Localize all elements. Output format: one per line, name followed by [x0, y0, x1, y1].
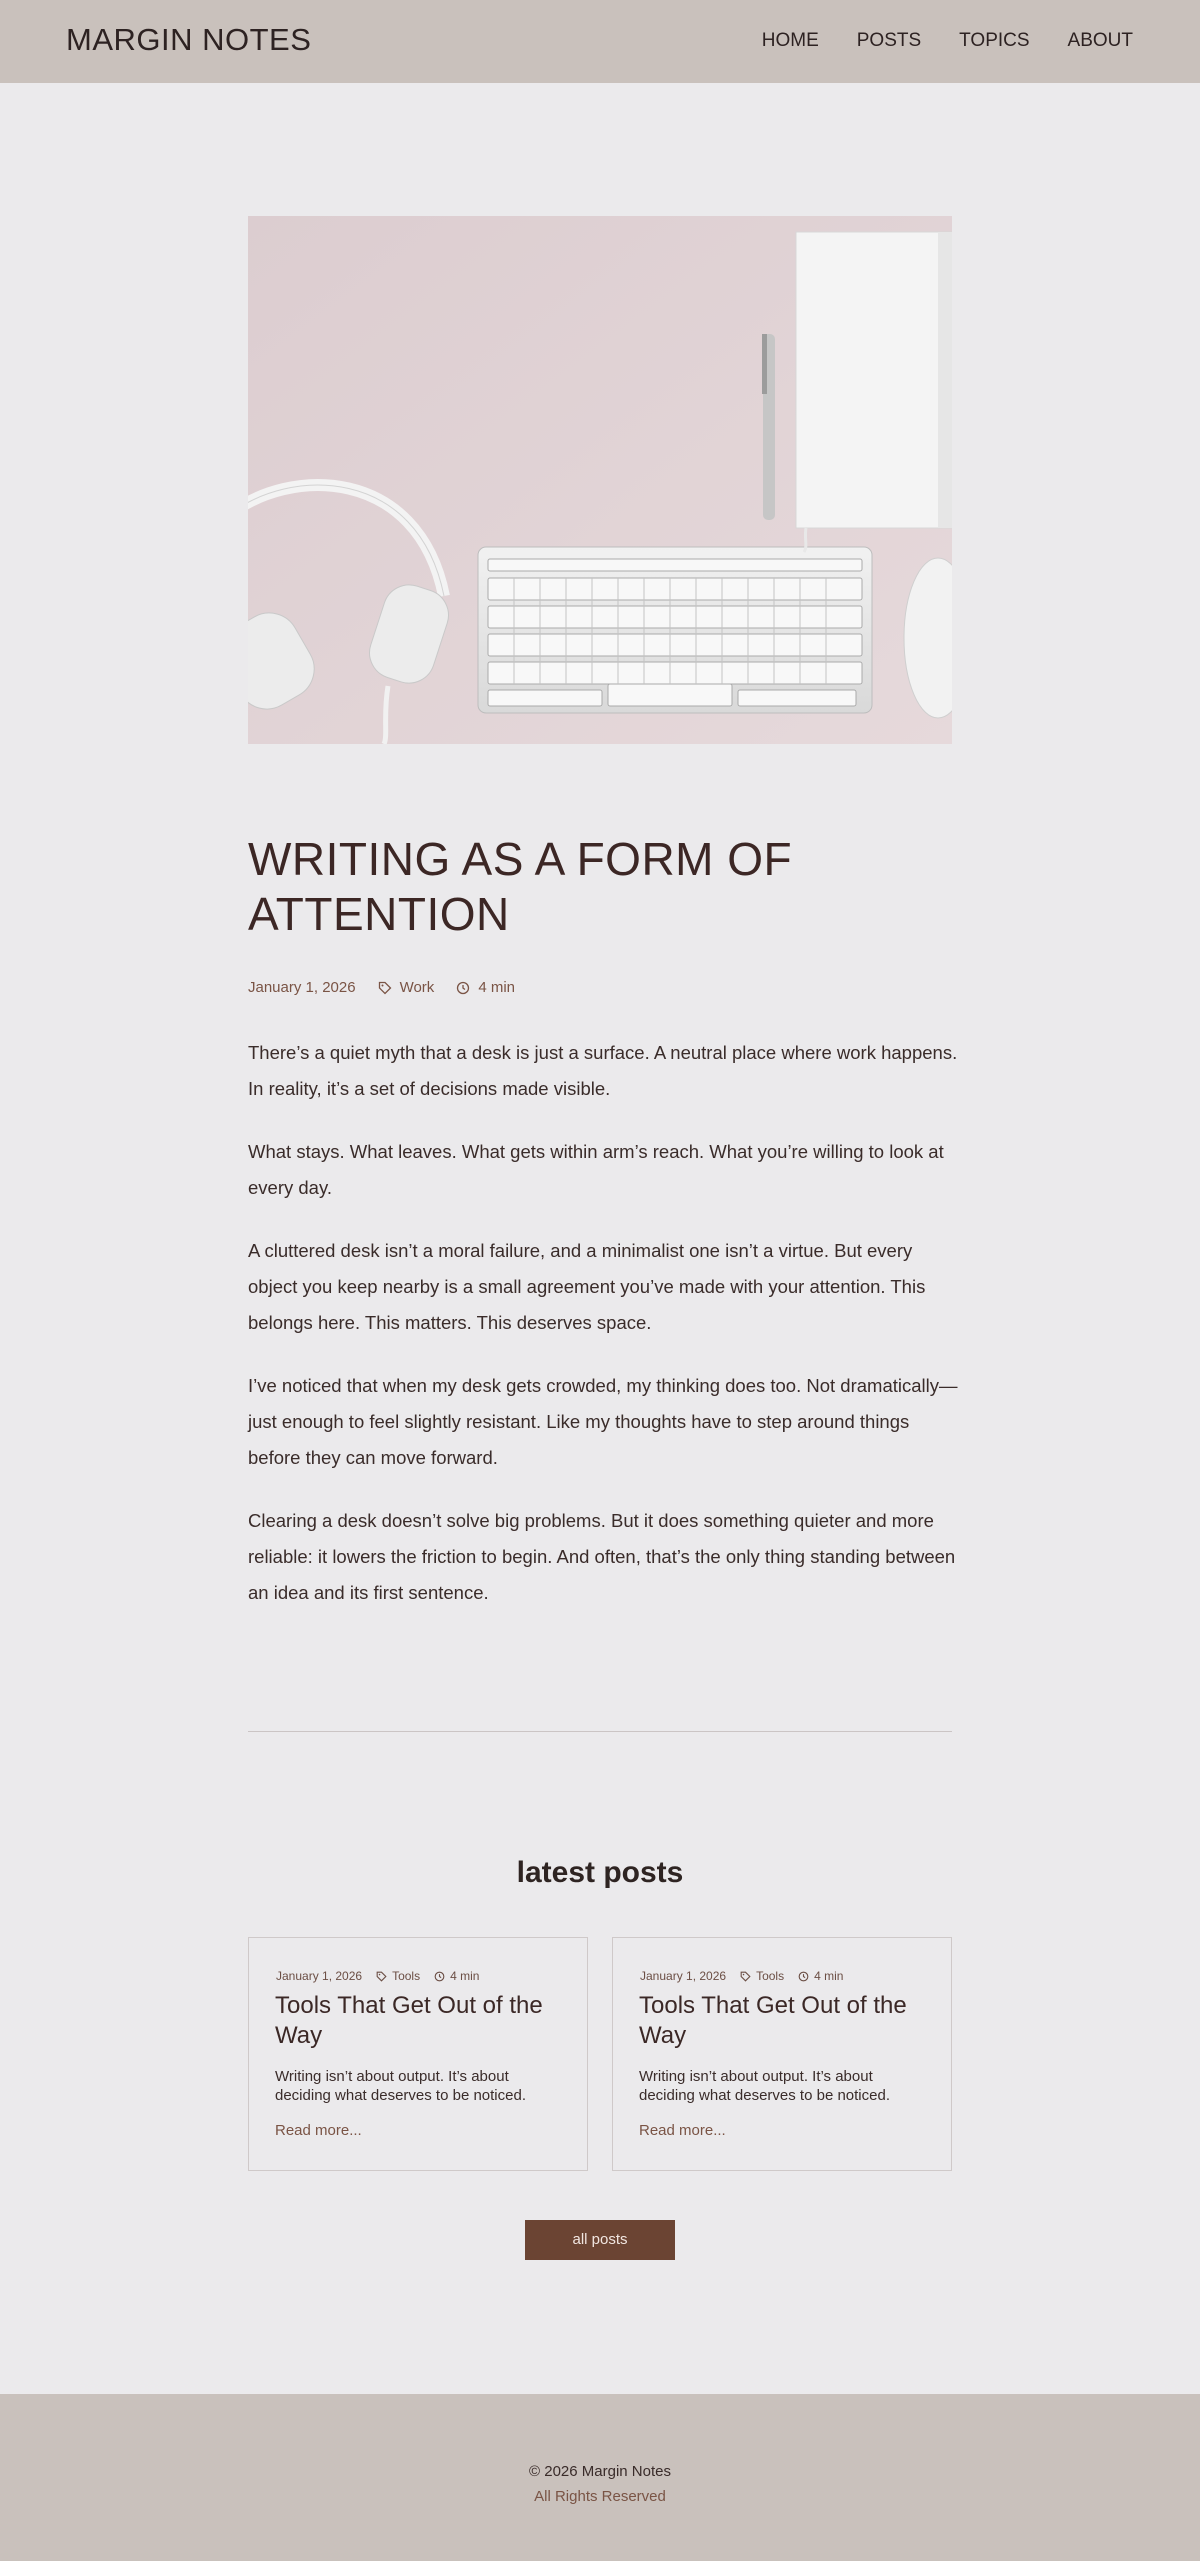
article-body	[248, 1035, 958, 1638]
nav-topics[interactable]: TOPICS	[959, 30, 1030, 51]
post-card-excerpt: Writing isn’t about output. It’s about deciding what deserves to be noticed.	[639, 2068, 890, 2104]
nav-posts[interactable]: POSTS	[856, 30, 922, 51]
post-card-read-time: 4 min	[814, 1969, 844, 1983]
post-card-meta	[640, 1969, 843, 1983]
post-card-read-time: 4 min	[450, 1969, 480, 1983]
site-footer	[0, 2394, 1200, 2561]
latest-posts-heading: latest posts	[516, 1856, 684, 1889]
hero-image	[248, 216, 952, 744]
article-title: WRITING AS A FORM OF ATTENTION	[248, 833, 793, 940]
read-more-link[interactable]: Read more...	[275, 2122, 362, 2139]
desk-photo-illustration	[248, 216, 952, 744]
tag-icon	[378, 981, 392, 995]
read-more-link[interactable]: Read more...	[639, 2122, 726, 2139]
post-card-title[interactable]: Tools That Get Out of the Way	[275, 1992, 543, 2049]
nav-home[interactable]: HOME	[761, 30, 819, 51]
tag-icon	[740, 1971, 751, 1982]
post-card-title[interactable]: Tools That Get Out of the Way	[639, 1992, 907, 2049]
clock-icon	[798, 1971, 809, 1982]
post-card-date: January 1, 2026	[276, 1969, 363, 1983]
nav-about[interactable]: ABOUT	[1067, 30, 1133, 51]
section-divider	[248, 1731, 952, 1732]
article-category[interactable]: Work	[399, 979, 435, 996]
article-date: January 1, 2026	[248, 979, 356, 996]
site-brand[interactable]: MARGIN NOTES	[66, 22, 312, 57]
footer-copyright: © 2026 Margin Notes	[529, 2463, 671, 2480]
article-meta	[248, 979, 515, 996]
post-card-excerpt: Writing isn’t about output. It’s about deciding what deserves to be noticed.	[275, 2068, 526, 2104]
post-card[interactable]	[612, 1937, 952, 2171]
article-paragraph: I’ve noticed that when my desk gets crowded, my thinking does too. Not dramatically—just enough to feel slightly resistant. Like my thoughts have to step around things before they can move forward.	[248, 1375, 958, 1468]
article-paragraph: Clearing a desk doesn’t solve big problems. But it does something quieter and more reliable: it lowers the friction to begin. And often, that’s the only thing standing between an idea and its first sentence.	[248, 1510, 956, 1603]
article-read-time: 4 min	[478, 979, 515, 996]
clock-icon	[456, 981, 470, 995]
post-card-date: January 1, 2026	[640, 1969, 727, 1983]
article-paragraph: There’s a quiet myth that a desk is just a surface. A neutral place where work happens. In reality, it’s a set of decisions made visible.	[248, 1042, 958, 1099]
post-card-category[interactable]: Tools	[392, 1969, 421, 1983]
site-header	[0, 0, 1200, 83]
tag-icon	[376, 1971, 387, 1982]
article-paragraph: A cluttered desk isn’t a moral failure, and a minimalist one isn’t a virtue. But every object you keep nearby is a small agreement you’ve made with your attention. This belongs here. This matters. This deserves space.	[248, 1240, 926, 1333]
post-card-category[interactable]: Tools	[756, 1969, 785, 1983]
main-nav	[724, 30, 1133, 52]
all-posts-button[interactable]: all posts	[525, 2220, 675, 2260]
post-card-meta	[276, 1969, 479, 1983]
clock-icon	[434, 1971, 445, 1982]
article-paragraph: What stays. What leaves. What gets within arm’s reach. What you’re willing to look at every day.	[248, 1141, 944, 1198]
footer-rights: All Rights Reserved	[534, 2488, 666, 2505]
post-card[interactable]	[248, 1937, 588, 2171]
